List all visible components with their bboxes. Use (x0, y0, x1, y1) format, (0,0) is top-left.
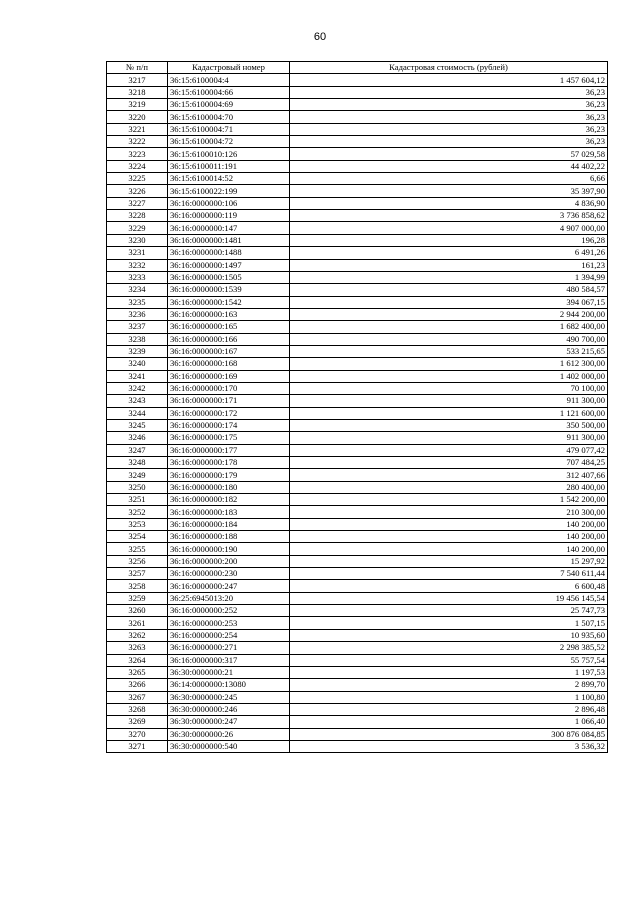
cadastral-number-cell: 36:16:0000000:1542 (168, 296, 290, 308)
cadastral-value-cell: 3 736 858,62 (290, 210, 608, 222)
cadastral-number-cell: 36:16:0000000:165 (168, 321, 290, 333)
row-number-cell: 3225 (107, 173, 168, 185)
cadastral-value-cell: 1 121 600,00 (290, 407, 608, 419)
row-number-cell: 3217 (107, 74, 168, 86)
table-row (107, 457, 608, 469)
cadastral-value-cell: 19 456 145,54 (290, 592, 608, 604)
row-number-cell: 3233 (107, 271, 168, 283)
cadastral-value-cell: 1 066,40 (290, 716, 608, 728)
row-number-cell: 3248 (107, 457, 168, 469)
cadastral-value-cell: 196,28 (290, 234, 608, 246)
cadastral-value-cell: 2 899,70 (290, 679, 608, 691)
row-number-cell: 3218 (107, 86, 168, 98)
row-number-cell: 3236 (107, 308, 168, 320)
cadastral-number-cell: 36:16:0000000:183 (168, 506, 290, 518)
cadastral-number-cell: 36:16:0000000:1505 (168, 271, 290, 283)
cadastral-value-cell: 70 100,00 (290, 382, 608, 394)
cadastral-number-cell: 36:16:0000000:200 (168, 555, 290, 567)
row-number-cell: 3226 (107, 185, 168, 197)
cadastral-number-cell: 36:16:0000000:175 (168, 432, 290, 444)
table-row (107, 716, 608, 728)
row-number-cell: 3262 (107, 629, 168, 641)
cadastral-value-cell: 140 200,00 (290, 543, 608, 555)
table-row (107, 469, 608, 481)
row-number-cell: 3240 (107, 358, 168, 370)
cadastral-value-cell: 479 077,42 (290, 444, 608, 456)
cadastral-number-cell: 36:25:6945013:20 (168, 592, 290, 604)
cadastral-value-cell: 161,23 (290, 259, 608, 271)
row-number-cell: 3257 (107, 568, 168, 580)
cadastral-value-cell: 4 836,90 (290, 197, 608, 209)
header-cadastral-value: Кадастровая стоимость (рублей) (290, 62, 608, 74)
table-row (107, 555, 608, 567)
table-row (107, 543, 608, 555)
cadastral-value-cell: 312 407,66 (290, 469, 608, 481)
cadastral-value-cell: 6,66 (290, 173, 608, 185)
cadastral-value-cell: 1 612 300,00 (290, 358, 608, 370)
row-number-cell: 3244 (107, 407, 168, 419)
cadastral-value-cell: 1 402 000,00 (290, 370, 608, 382)
row-number-cell: 3219 (107, 99, 168, 111)
cadastral-value-cell: 280 400,00 (290, 481, 608, 493)
row-number-cell: 3264 (107, 654, 168, 666)
cadastral-value-cell: 1 507,15 (290, 617, 608, 629)
table-row (107, 642, 608, 654)
table-row (107, 580, 608, 592)
table-row (107, 296, 608, 308)
cadastral-number-cell: 36:16:0000000:171 (168, 395, 290, 407)
header-cadastral-number: Кадастровый номер (168, 62, 290, 74)
cadastral-number-cell: 36:16:0000000:190 (168, 543, 290, 555)
row-number-cell: 3266 (107, 679, 168, 691)
cadastral-value-cell: 25 747,73 (290, 605, 608, 617)
cadastral-value-cell: 210 300,00 (290, 506, 608, 518)
cadastral-number-cell: 36:30:0000000:247 (168, 716, 290, 728)
cadastral-number-cell: 36:30:0000000:26 (168, 728, 290, 740)
row-number-cell: 3270 (107, 728, 168, 740)
cadastral-number-cell: 36:16:0000000:188 (168, 531, 290, 543)
cadastral-value-cell: 911 300,00 (290, 432, 608, 444)
cadastral-value-cell: 44 402,22 (290, 160, 608, 172)
row-number-cell: 3222 (107, 136, 168, 148)
row-number-cell: 3249 (107, 469, 168, 481)
table-row (107, 259, 608, 271)
cadastral-number-cell: 36:16:0000000:163 (168, 308, 290, 320)
table-row (107, 444, 608, 456)
row-number-cell: 3235 (107, 296, 168, 308)
cadastral-number-cell: 36:15:6100004:70 (168, 111, 290, 123)
row-number-cell: 3268 (107, 703, 168, 715)
cadastral-number-cell: 36:16:0000000:252 (168, 605, 290, 617)
cadastral-number-cell: 36:15:6100004:72 (168, 136, 290, 148)
cadastral-value-cell: 1 542 200,00 (290, 494, 608, 506)
cadastral-value-cell: 911 300,00 (290, 395, 608, 407)
cadastral-number-cell: 36:15:6100004:66 (168, 86, 290, 98)
cadastral-number-cell: 36:16:0000000:182 (168, 494, 290, 506)
cadastral-number-cell: 36:16:0000000:180 (168, 481, 290, 493)
cadastral-value-cell: 57 029,58 (290, 148, 608, 160)
table-row (107, 333, 608, 345)
row-number-cell: 3271 (107, 740, 168, 752)
table-row (107, 197, 608, 209)
table-row (107, 99, 608, 111)
row-number-cell: 3223 (107, 148, 168, 160)
cadastral-value-table (106, 61, 608, 753)
cadastral-value-cell: 7 540 611,44 (290, 568, 608, 580)
table-row (107, 481, 608, 493)
cadastral-number-cell: 36:15:6100011:191 (168, 160, 290, 172)
cadastral-number-cell: 36:15:6100014:52 (168, 173, 290, 185)
table-header (107, 62, 608, 74)
row-number-cell: 3267 (107, 691, 168, 703)
table-row (107, 605, 608, 617)
row-number-cell: 3256 (107, 555, 168, 567)
page-number: 60 (313, 31, 327, 43)
cadastral-value-cell: 1 457 604,12 (290, 74, 608, 86)
cadastral-number-cell: 36:16:0000000:317 (168, 654, 290, 666)
cadastral-number-cell: 36:16:0000000:172 (168, 407, 290, 419)
cadastral-value-cell: 490 700,00 (290, 333, 608, 345)
cadastral-number-cell: 36:16:0000000:170 (168, 382, 290, 394)
cadastral-value-cell: 2 298 385,52 (290, 642, 608, 654)
table-row (107, 185, 608, 197)
row-number-cell: 3232 (107, 259, 168, 271)
cadastral-value-cell: 707 484,25 (290, 457, 608, 469)
cadastral-number-cell: 36:16:0000000:169 (168, 370, 290, 382)
cadastral-value-cell: 15 297,92 (290, 555, 608, 567)
cadastral-number-cell: 36:30:0000000:245 (168, 691, 290, 703)
table-row (107, 382, 608, 394)
table-row (107, 679, 608, 691)
cadastral-number-cell: 36:16:0000000:147 (168, 222, 290, 234)
table-row (107, 136, 608, 148)
table-row (107, 419, 608, 431)
table-row (107, 432, 608, 444)
row-number-cell: 3253 (107, 518, 168, 530)
cadastral-number-cell: 36:16:0000000:106 (168, 197, 290, 209)
table-header-row (107, 62, 608, 74)
row-number-cell: 3250 (107, 481, 168, 493)
cadastral-number-cell: 36:15:6100022:199 (168, 185, 290, 197)
row-number-cell: 3228 (107, 210, 168, 222)
row-number-cell: 3259 (107, 592, 168, 604)
cadastral-number-cell: 36:15:6100010:126 (168, 148, 290, 160)
cadastral-number-cell: 36:30:0000000:540 (168, 740, 290, 752)
table-row (107, 284, 608, 296)
cadastral-value-cell: 35 397,90 (290, 185, 608, 197)
cadastral-value-cell: 2 896,48 (290, 703, 608, 715)
row-number-cell: 3238 (107, 333, 168, 345)
table-row (107, 518, 608, 530)
row-number-cell: 3231 (107, 247, 168, 259)
table-row (107, 629, 608, 641)
cadastral-number-cell: 36:16:0000000:1539 (168, 284, 290, 296)
cadastral-number-cell: 36:16:0000000:119 (168, 210, 290, 222)
cadastral-value-cell: 4 907 000,00 (290, 222, 608, 234)
cadastral-number-cell: 36:16:0000000:254 (168, 629, 290, 641)
row-number-cell: 3221 (107, 123, 168, 135)
table-row (107, 691, 608, 703)
table-body (107, 74, 608, 753)
table-row (107, 308, 608, 320)
cadastral-number-cell: 36:30:0000000:21 (168, 666, 290, 678)
cadastral-value-cell: 36,23 (290, 136, 608, 148)
table-row (107, 531, 608, 543)
cadastral-value-cell: 6 491,26 (290, 247, 608, 259)
cadastral-value-cell: 300 876 084,85 (290, 728, 608, 740)
cadastral-value-cell: 140 200,00 (290, 531, 608, 543)
row-number-cell: 3258 (107, 580, 168, 592)
table-row (107, 321, 608, 333)
cadastral-value-cell: 10 935,60 (290, 629, 608, 641)
cadastral-number-cell: 36:16:0000000:168 (168, 358, 290, 370)
cadastral-number-cell: 36:16:0000000:184 (168, 518, 290, 530)
cadastral-value-cell: 1 394,99 (290, 271, 608, 283)
row-number-cell: 3263 (107, 642, 168, 654)
cadastral-number-cell: 36:16:0000000:271 (168, 642, 290, 654)
cadastral-value-cell: 2 944 200,00 (290, 308, 608, 320)
row-number-cell: 3265 (107, 666, 168, 678)
table-row (107, 160, 608, 172)
cadastral-number-cell: 36:30:0000000:246 (168, 703, 290, 715)
row-number-cell: 3227 (107, 197, 168, 209)
cadastral-value-cell: 394 067,15 (290, 296, 608, 308)
cadastral-number-cell: 36:15:6100004:69 (168, 99, 290, 111)
row-number-cell: 3230 (107, 234, 168, 246)
table-row (107, 222, 608, 234)
cadastral-number-cell: 36:16:0000000:1488 (168, 247, 290, 259)
cadastral-number-cell: 36:16:0000000:174 (168, 419, 290, 431)
cadastral-value-cell: 1 100,80 (290, 691, 608, 703)
table-row (107, 210, 608, 222)
table-row (107, 703, 608, 715)
cadastral-number-cell: 36:16:0000000:247 (168, 580, 290, 592)
table-row (107, 506, 608, 518)
cadastral-number-cell: 36:16:0000000:230 (168, 568, 290, 580)
table-row (107, 173, 608, 185)
cadastral-number-cell: 36:15:6100004:4 (168, 74, 290, 86)
table-row (107, 568, 608, 580)
cadastral-value-cell: 36,23 (290, 86, 608, 98)
table-row (107, 358, 608, 370)
table-row (107, 592, 608, 604)
cadastral-value-cell: 140 200,00 (290, 518, 608, 530)
cadastral-value-cell: 36,23 (290, 111, 608, 123)
table-row (107, 148, 608, 160)
table-row (107, 740, 608, 752)
row-number-cell: 3251 (107, 494, 168, 506)
row-number-cell: 3255 (107, 543, 168, 555)
table-row (107, 494, 608, 506)
table-row (107, 728, 608, 740)
cadastral-value-cell: 533 215,65 (290, 345, 608, 357)
row-number-cell: 3242 (107, 382, 168, 394)
cadastral-value-cell: 6 600,48 (290, 580, 608, 592)
table-row (107, 234, 608, 246)
row-number-cell: 3224 (107, 160, 168, 172)
table-row (107, 617, 608, 629)
table-row (107, 271, 608, 283)
cadastral-value-cell: 350 500,00 (290, 419, 608, 431)
row-number-cell: 3247 (107, 444, 168, 456)
row-number-cell: 3246 (107, 432, 168, 444)
row-number-cell: 3254 (107, 531, 168, 543)
cadastral-number-cell: 36:16:0000000:253 (168, 617, 290, 629)
row-number-cell: 3239 (107, 345, 168, 357)
cadastral-value-cell: 36,23 (290, 99, 608, 111)
cadastral-value-cell: 36,23 (290, 123, 608, 135)
cadastral-number-cell: 36:14:0000000:13080 (168, 679, 290, 691)
row-number-cell: 3269 (107, 716, 168, 728)
table-row (107, 123, 608, 135)
cadastral-value-cell: 480 584,57 (290, 284, 608, 296)
header-row-number: № п/п (107, 62, 168, 74)
cadastral-number-cell: 36:16:0000000:166 (168, 333, 290, 345)
table-row (107, 247, 608, 259)
table-row (107, 395, 608, 407)
table-row (107, 74, 608, 86)
cadastral-value-cell: 3 536,32 (290, 740, 608, 752)
cadastral-number-cell: 36:16:0000000:1481 (168, 234, 290, 246)
cadastral-number-cell: 36:16:0000000:178 (168, 457, 290, 469)
table-row (107, 666, 608, 678)
row-number-cell: 3252 (107, 506, 168, 518)
table-row (107, 111, 608, 123)
row-number-cell: 3241 (107, 370, 168, 382)
table-row (107, 407, 608, 419)
cadastral-number-cell: 36:16:0000000:167 (168, 345, 290, 357)
row-number-cell: 3261 (107, 617, 168, 629)
cadastral-number-cell: 36:16:0000000:179 (168, 469, 290, 481)
table-row (107, 654, 608, 666)
row-number-cell: 3220 (107, 111, 168, 123)
cadastral-number-cell: 36:16:0000000:1497 (168, 259, 290, 271)
row-number-cell: 3260 (107, 605, 168, 617)
row-number-cell: 3234 (107, 284, 168, 296)
row-number-cell: 3237 (107, 321, 168, 333)
cadastral-number-cell: 36:16:0000000:177 (168, 444, 290, 456)
cadastral-value-cell: 1 197,53 (290, 666, 608, 678)
cadastral-value-cell: 1 682 400,00 (290, 321, 608, 333)
cadastral-number-cell: 36:15:6100004:71 (168, 123, 290, 135)
row-number-cell: 3245 (107, 419, 168, 431)
row-number-cell: 3229 (107, 222, 168, 234)
table-row (107, 370, 608, 382)
row-number-cell: 3243 (107, 395, 168, 407)
cadastral-value-cell: 55 757,54 (290, 654, 608, 666)
table-row (107, 86, 608, 98)
table-row (107, 345, 608, 357)
